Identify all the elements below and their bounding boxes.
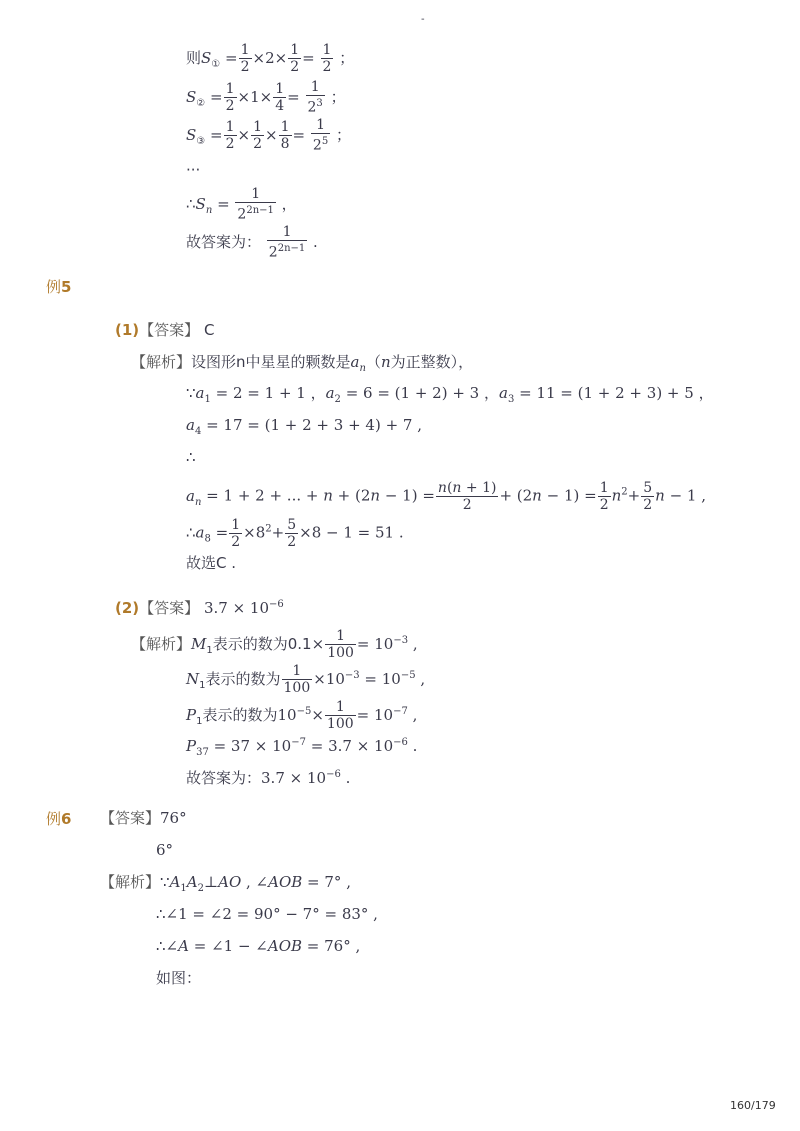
- ex6-answer-2: 6°: [156, 841, 174, 859]
- ex5-a1-a3-line: $\because a_1 = 2 = 1 + 1$ ，$a_2 = 6 = (1 + 2) + 3$ ，$a_3 = 11 = (1 + 2 + 3) + 5$ ，: [186, 384, 714, 405]
- example-5-label: 例5: [46, 278, 72, 296]
- ex6-analysis-line3: ∴∠A = ∠1 − ∠AOB = 76° ,: [156, 937, 361, 955]
- ex5-q2-n1-line: $N_1$表示的数为 $\frac{1}{100}$ $\times 10^{-3} = 10^{-5}$ ,: [186, 663, 426, 696]
- area-sn-line: $\therefore S_n$ = $\frac{1}{2^{2n-1}}$ ，: [186, 186, 297, 223]
- area-s1-line: 则$S_①$ = $\frac{1}{2}$ ×2× $\frac{1}{2}$ = $\frac{1}{2}$ ；: [186, 42, 355, 75]
- ex5-q2-m1-line: 【解析】$M_1$表示的数为0.1× $\frac{1}{100}$ = $10^{-3}$ ,: [131, 628, 418, 661]
- ex6-analysis-line2: ∴∠1 = ∠2 = 90° − 7° = 83° ,: [156, 905, 378, 923]
- part1-answer-line: 故答案为： $\frac{1}{2^{2n-1}}$ .: [186, 224, 318, 261]
- example-6-label: 例6: [46, 810, 72, 828]
- ex5-q2-final: 故答案为：$3.7 \times 10^{-6}$ .: [186, 769, 351, 787]
- ex5-q2-p1-line: $P_1$表示的数为$10^{-5}\times$ $\frac{1}{100}$ = $10^{-7}$ ,: [186, 699, 418, 732]
- ex5-a8-line: $\therefore a_8$ = $\frac{1}{2}$ $\times 8^2+$ $\frac{5}{2}$ ×8 − 1 = 51 .: [186, 517, 404, 550]
- ellipsis: ···: [186, 161, 201, 179]
- area-s3-line: $S_③$ = $\frac{1}{2}$ × $\frac{1}{2}$ × $\frac{1}{8}$ = $\frac{1}{2^5}$ ；: [186, 117, 351, 154]
- ex5-q2-answer: (2)【答案】 $3.7 \times 10^{-6}$: [115, 599, 284, 617]
- ex6-figure-caption: 如图：: [156, 969, 202, 987]
- header-mark: -: [421, 14, 425, 25]
- ex5-q1-analysis-intro: 【解析】设图形n中星星的颗数是$a_n(n$为正整数），: [131, 353, 474, 374]
- ex5-an-formula: $a_n = 1 + 2$ + ... + n + (2n − 1) = $\frac{n(n + 1)}{2}$ + (2n − 1) = $\frac{1}{2}$ $n^2+$ $\frac{5}{2}$ n − 1 ,: [186, 480, 707, 513]
- ex6-answer: 【答案】76°: [100, 809, 187, 827]
- ex5-q2-p37-line: $P_{37} = 37 \times 10^{-7} = 3.7 \times 10^{-6}$ .: [186, 737, 418, 758]
- ex5-q1-conclusion: 故选C .: [186, 554, 237, 572]
- area-s2-line: $S_②$ = $\frac{1}{2}$ ×1× $\frac{1}{4}$ = $\frac{1}{2^3}$ ；: [186, 79, 346, 116]
- ex6-analysis-line1: 【解析】$\because A_1A_2\perp AO$ , ∠AOB = 7° ,: [100, 873, 351, 894]
- page-number: 160/179: [730, 1099, 776, 1112]
- ex5-q1-answer: (1)【答案】 C: [115, 321, 215, 339]
- ex5-a4-line: $a_4 = 17 = (1 + 2 + 3 + 4) + 7$ ,: [186, 416, 422, 437]
- ex5-therefore: ∴: [186, 448, 196, 466]
